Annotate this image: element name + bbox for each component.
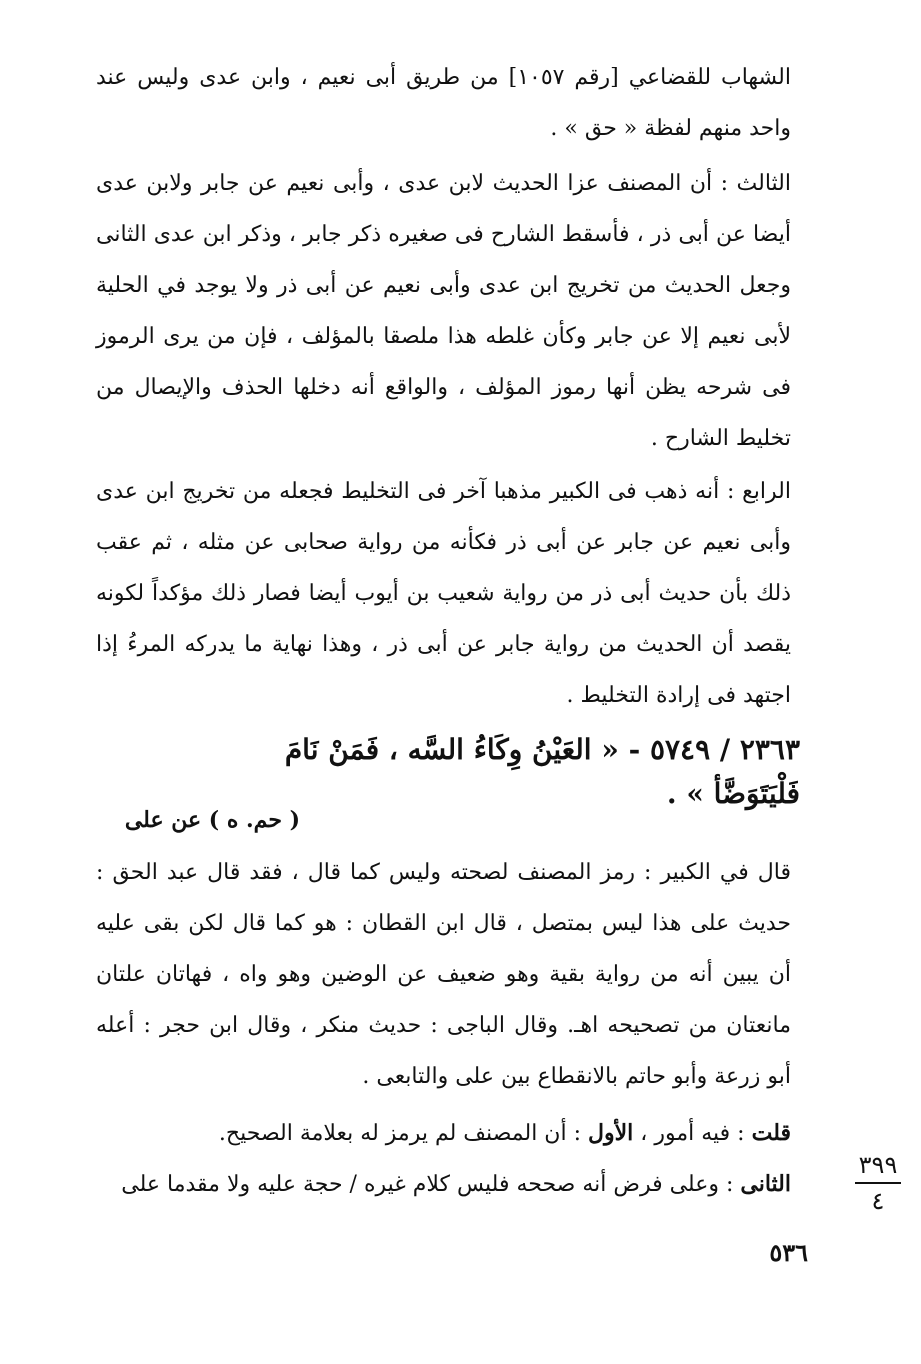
margin-volume-page: ٣٩٩ (858, 1151, 898, 1179)
paragraph-text: قال في الكبير : رمز المصنف لصحته وليس كما قال ، فقد قال عبد الحق : حديث على هذا ليس بمتصل ، قال ابن القطان : هو كما قال لكن بقى عليه أن يبين أنه من رواية بقية وهو ضعيف عن الوضين وهو واه ، فهاتان علتان مانعتان من تصحيحه اهـ. وقال الباجى : حديث منكر ، وقال ابن حجر : أعله أبو زرعة وأبو حاتم بالانقطاع بين على والتابعى . (96, 860, 791, 1089)
bold-term: الأول (587, 1120, 634, 1146)
hadith-heading: ٢٣٦٣ / ٥٧٤٩ - « العَيْنُ وِكَاءُ السَّه ، فَمَنْ نَامَ فَلْيَتَوَضَّأ » . (284, 733, 800, 810)
paragraph-fourth (96, 466, 791, 721)
paragraph-text (96, 1159, 791, 1210)
margin-rule (855, 1182, 901, 1184)
paragraph-text (96, 1108, 791, 1159)
page-number: ٥٣٦ (769, 1238, 808, 1267)
paragraph-text: الثالث : أن المصنف عزا الحديث لابن عدى ، وأبى نعيم عن جابر ولابن عدى أيضا عن أبى ذر ، فأسقط الشارح فى صغيره ذكر جابر ، وذكر ابن عدى الثانى وجعل الحديث من تخريج ابن عدى وأبى نعيم عن أبى ذر ولا يوجد في الحلية لأبى نعيم إلا عن جابر وكأن غلطه هذا ملصقا بالمؤلف ، فإن من يرى الرموز فى شرحه يظن أنها رموز المؤلف ، والواقع أنه دخلها الحذف والإيصال من تخليط الشارح . (96, 171, 791, 451)
text-span: : وعلى فرض أنه صححه فليس كلام غيره / حجة عليه ولا مقدما على (121, 1172, 741, 1197)
bold-term: قلت (751, 1120, 791, 1146)
paragraph-intro (96, 52, 791, 154)
hadith-source: ( حم. ه ) عن على (124, 807, 300, 833)
margin-page-ref (848, 1150, 908, 1216)
paragraph-second (96, 1159, 791, 1210)
text-span: : أن المصنف لم يرمز له بعلامة الصحيح. (218, 1121, 588, 1146)
text-span: : فيه أمور ، (633, 1121, 752, 1146)
margin-volume-number: ٤ (871, 1187, 885, 1215)
paragraph-text: الشهاب للقضاعي [رقم ١٠٥٧] من طريق أبى نعيم ، وابن عدى وليس عند واحد منهم لفظة « حق » . (96, 65, 791, 141)
bold-term: الثانى (740, 1171, 791, 1197)
paragraph-commentary (96, 847, 791, 1102)
paragraph-text: الرابع : أنه ذهب فى الكبير مذهبا آخر فى التخليط فجعله من تخريج ابن عدى وأبى نعيم عن جابر عن أبى ذر فكأنه من رواية صحابى عن مثله ، ثم عقب ذلك بأن حديث أبى ذر من رواية شعيب بن أيوب أيضا فصار ذلك مؤكداً لكونه يقصد أن الحديث من رواية جابر عن أبى ذر ، وهذا نهاية ما يدركه المرءُ إذا اجتهد فى إرادة التخليط . (96, 479, 792, 708)
paragraph-third (96, 158, 791, 464)
paragraph-qultu (96, 1108, 791, 1159)
